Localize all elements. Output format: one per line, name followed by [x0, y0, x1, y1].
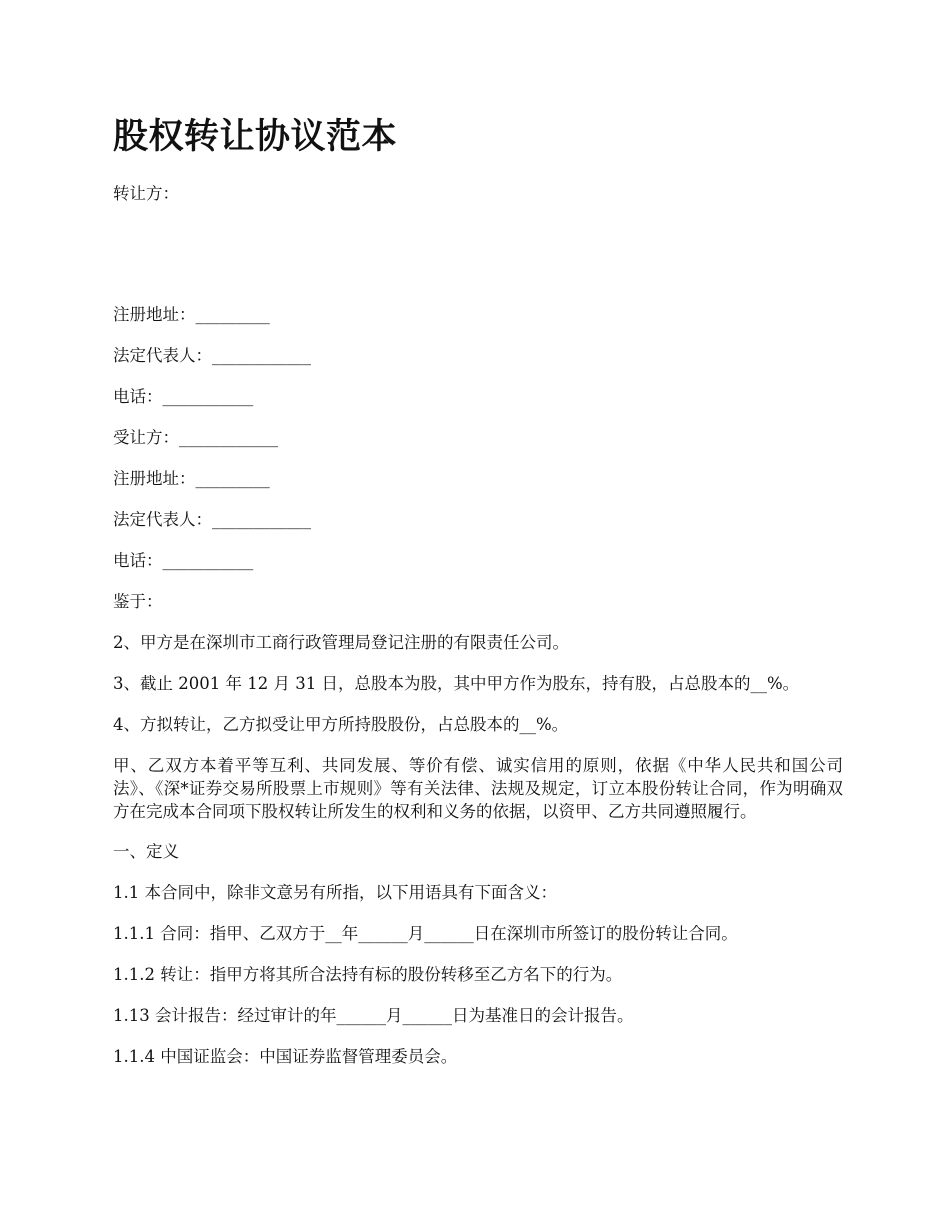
recital-item-4: 4、方拟转让，乙方拟受让甲方所持股股份，占总股本的__%。 — [113, 715, 569, 734]
document-page — [113, 112, 843, 1086]
clause-1-1: 1.1 本合同中，除非文意另有所指，以下用语具有下面含义： — [113, 883, 557, 902]
clause-1-13: 1.13 会计报告：经过审计的年______月______日为基准日的会计报告。 — [113, 1006, 634, 1025]
preamble-paragraph: 甲、乙双方本着平等互利、共同发展、等价有偿、诚实信用的原则，依据《中华人民共和国公司法》、《深*证券交易所股票上市规则》等有关法律、法规及规定，订立本股份转让合同，作为明确双方在完成本合同项下股权转让所发生的权利和义务的依据，以资甲、乙方共同遵照履行。 — [113, 756, 843, 821]
transferor-label: 转让方： — [113, 184, 179, 203]
transferee-address-line: 注册地址：_________ — [113, 469, 270, 488]
recital-item-3: 3、截止 2001 年 12 月 31 日，总股本为股，其中甲方作为股东，持有股，占总股本的__%。 — [113, 674, 800, 693]
transferee-line: 受让方：____________ — [113, 428, 278, 447]
transferor-representative-line: 法定代表人：____________ — [113, 346, 311, 365]
transferor-phone-line: 电话：___________ — [113, 387, 254, 406]
recital-item-2: 2、甲方是在深圳市工商行政管理局登记注册的有限责任公司。 — [113, 633, 569, 652]
section-heading-definitions: 一、定义 — [113, 842, 179, 861]
transferee-phone-line: 电话：___________ — [113, 551, 254, 570]
document-title: 股权转让协议范本 — [113, 116, 398, 157]
clause-1-1-2: 1.1.2 转让：指甲方将其所合法持有标的股份转移至乙方名下的行为。 — [113, 965, 623, 984]
clause-1-1-4: 1.1.4 中国证监会：中国证券监督管理委员会。 — [113, 1047, 458, 1066]
transferor-address-line: 注册地址：_________ — [113, 305, 270, 324]
whereas-heading: 鉴于： — [113, 592, 163, 611]
transferee-representative-line: 法定代表人：____________ — [113, 510, 311, 529]
clause-1-1-1: 1.1.1 合同：指甲、乙双方于__年______月______日在深圳市所签订的股份转让合同。 — [113, 924, 738, 943]
